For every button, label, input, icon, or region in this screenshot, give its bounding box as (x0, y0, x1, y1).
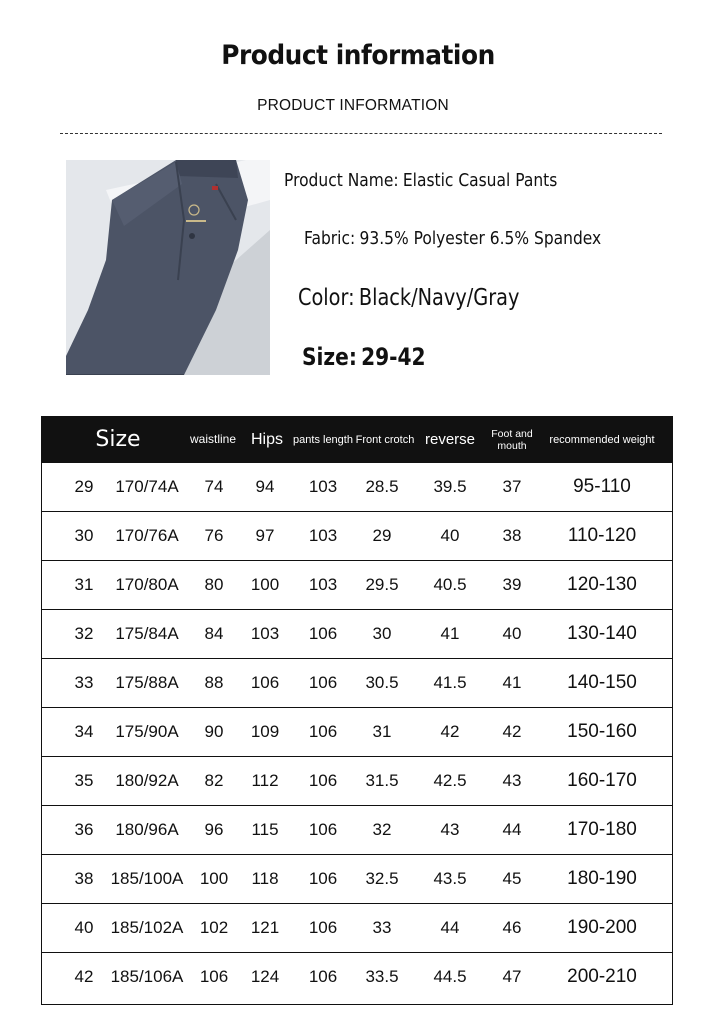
cell-recommended-weight: 150-160 (567, 721, 637, 742)
cell-recommended-weight: 190-200 (567, 917, 637, 938)
cell-hips: 106 (250, 673, 280, 692)
cell-size: 38 (74, 869, 94, 888)
cell-waistline: 74 (204, 477, 224, 496)
cell-foot-mouth: 37 (502, 477, 522, 496)
cell-hips: 118 (251, 869, 279, 888)
cell-size: 33 (74, 673, 94, 692)
cell-pants-length: 106 (308, 673, 338, 692)
cell-foot-mouth: 43 (502, 771, 522, 790)
cell-reverse: 41.5 (433, 673, 467, 692)
cell-foot-mouth: 38 (502, 526, 522, 545)
cell-spec: 170/74A (115, 477, 179, 496)
cell-recommended-weight: 95-110 (573, 476, 631, 497)
cell-front-crotch: 28.5 (365, 477, 399, 496)
fabric-label: Fabric: (304, 228, 356, 249)
cell-spec: 175/88A (115, 673, 179, 692)
header-front-crotch: Front crotch (355, 433, 415, 446)
cell-reverse: 40 (440, 526, 460, 545)
table-row (42, 610, 672, 659)
product-photo (66, 160, 270, 375)
cell-front-crotch: 32.5 (365, 869, 399, 888)
cell-spec: 170/76A (115, 526, 179, 545)
cell-front-crotch: 29.5 (365, 575, 399, 594)
cell-reverse: 43.5 (433, 869, 467, 888)
table-row (42, 806, 672, 855)
cell-recommended-weight: 200-210 (567, 966, 637, 987)
cell-spec: 175/90A (115, 722, 179, 741)
cell-foot-mouth: 44 (502, 820, 522, 839)
table-row (42, 855, 672, 904)
cell-recommended-weight: 120-130 (567, 574, 637, 595)
cell-foot-mouth: 47 (502, 967, 522, 986)
table-row (42, 708, 672, 757)
page-subtitle: PRODUCT INFORMATION (257, 97, 449, 114)
table-row (42, 757, 672, 806)
cell-spec: 185/102A (110, 918, 184, 937)
cell-waistline: 80 (204, 575, 224, 594)
color-line (298, 285, 519, 311)
cell-size: 32 (74, 624, 94, 643)
cell-pants-length: 103 (308, 575, 338, 594)
cell-waistline: 90 (204, 722, 224, 741)
table-row (42, 659, 672, 708)
size-line (302, 343, 426, 371)
cell-reverse: 43 (440, 820, 460, 839)
cell-size: 29 (74, 477, 94, 496)
cell-reverse: 42.5 (433, 771, 467, 790)
cell-pants-length: 103 (308, 526, 338, 545)
cell-pants-length: 103 (308, 477, 338, 496)
cell-hips: 121 (250, 918, 280, 937)
cell-front-crotch: 30.5 (365, 673, 399, 692)
color-value: Black/Navy/Gray (358, 285, 520, 311)
cell-foot-mouth: 45 (502, 869, 522, 888)
cell-recommended-weight: 180-190 (567, 868, 637, 889)
pants-illustration (66, 160, 270, 375)
cell-pants-length: 106 (308, 869, 338, 888)
cell-front-crotch: 32 (372, 820, 392, 839)
cell-hips: 109 (250, 722, 280, 741)
cell-hips: 124 (250, 967, 280, 986)
cell-waistline: 100 (199, 869, 229, 888)
fabric-line (304, 228, 601, 249)
cell-pants-length: 106 (308, 918, 338, 937)
cell-size: 31 (74, 575, 94, 594)
cell-pants-length: 106 (308, 722, 338, 741)
table-row (42, 904, 672, 953)
product-name-label: Product Name: (284, 170, 399, 191)
dashed-divider (60, 133, 662, 134)
size-chart-table (41, 416, 673, 1005)
cell-recommended-weight: 130-140 (567, 623, 637, 644)
product-name-line (284, 170, 557, 191)
cell-spec: 185/106A (110, 967, 184, 986)
table-row (42, 953, 672, 1002)
cell-hips: 115 (251, 820, 279, 839)
cell-front-crotch: 31 (372, 722, 392, 741)
cell-waistline: 82 (204, 771, 224, 790)
fabric-value: 93.5% Polyester 6.5% Spandex (359, 228, 602, 249)
cell-spec: 185/100A (110, 869, 184, 888)
cell-spec: 180/92A (115, 771, 179, 790)
cell-recommended-weight: 160-170 (567, 770, 637, 791)
cell-pants-length: 106 (308, 771, 338, 790)
cell-pants-length: 106 (308, 624, 338, 643)
cell-foot-mouth: 40 (502, 624, 522, 643)
cell-waistline: 84 (204, 624, 224, 643)
cell-hips: 100 (250, 575, 280, 594)
cell-size: 40 (74, 918, 94, 937)
color-label: Color: (298, 285, 355, 311)
table-row (42, 561, 672, 610)
size-value: 29-42 (361, 343, 426, 371)
cell-waistline: 96 (204, 820, 224, 839)
cell-front-crotch: 33 (372, 918, 392, 937)
cell-spec: 170/80A (115, 575, 179, 594)
page-title: Product information (221, 40, 495, 71)
table-row (42, 512, 672, 561)
cell-waistline: 102 (199, 918, 229, 937)
cell-foot-mouth: 39 (502, 575, 522, 594)
cell-reverse: 44 (440, 918, 460, 937)
cell-size: 34 (74, 722, 94, 741)
header-reverse: reverse (424, 431, 476, 449)
cell-recommended-weight: 110-120 (567, 525, 637, 546)
cell-reverse: 44.5 (433, 967, 467, 986)
cell-reverse: 42 (440, 722, 460, 741)
cell-reverse: 39.5 (433, 477, 467, 496)
cell-front-crotch: 31.5 (365, 771, 399, 790)
cell-foot-mouth: 41 (502, 673, 522, 692)
cell-reverse: 41 (440, 624, 460, 643)
cell-recommended-weight: 170-180 (567, 819, 637, 840)
table-row (42, 463, 672, 512)
header-waistline: waistline (189, 432, 237, 447)
cell-foot-mouth: 42 (502, 722, 522, 741)
cell-waistline: 106 (199, 967, 229, 986)
cell-reverse: 40.5 (433, 575, 467, 594)
product-name-value: Elastic Casual Pants (402, 170, 558, 191)
size-label: Size: (302, 343, 357, 371)
cell-hips: 103 (250, 624, 280, 643)
header-hips: Hips (250, 430, 283, 448)
cell-waistline: 88 (204, 673, 224, 692)
cell-size: 42 (74, 967, 94, 986)
cell-spec: 175/84A (115, 624, 179, 643)
cell-foot-mouth: 46 (502, 918, 522, 937)
cell-front-crotch: 29 (372, 526, 392, 545)
cell-front-crotch: 30 (372, 624, 392, 643)
cell-size: 35 (74, 771, 94, 790)
cell-size: 30 (74, 526, 94, 545)
header-foot-mouth: Foot and mouth (491, 427, 533, 452)
cell-waistline: 76 (204, 526, 224, 545)
cell-pants-length: 106 (308, 967, 338, 986)
header-recommended-weight: recommended weight (549, 433, 655, 446)
header-pants-length: pants length (293, 433, 353, 446)
header-size: Size (95, 427, 141, 453)
cell-pants-length: 106 (308, 820, 338, 839)
cell-spec: 180/96A (115, 820, 179, 839)
cell-hips: 112 (251, 771, 279, 790)
cell-front-crotch: 33.5 (365, 967, 399, 986)
size-chart-header (42, 417, 672, 463)
cell-hips: 94 (255, 477, 275, 496)
cell-recommended-weight: 140-150 (567, 672, 637, 693)
cell-size: 36 (74, 820, 94, 839)
cell-hips: 97 (255, 526, 275, 545)
